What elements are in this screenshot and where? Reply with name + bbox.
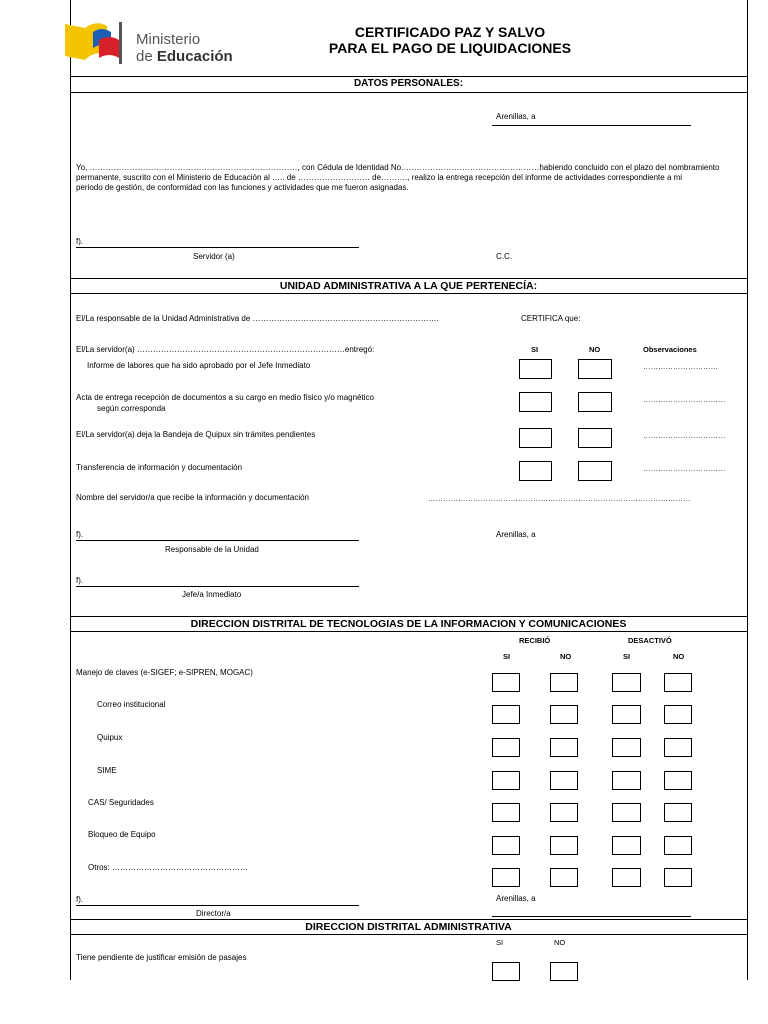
flag-emblem-icon [63, 18, 133, 68]
tics-item-label: SIME [97, 766, 117, 775]
place-date-label: Arenillas, a [496, 894, 536, 903]
frame-left-border [70, 0, 71, 980]
desactivo-no-header: NO [673, 652, 685, 661]
divider [70, 631, 748, 632]
unidad-item-no-checkbox[interactable] [578, 392, 612, 412]
section-heading-datos-personales: DATOS PERSONALES: [353, 78, 464, 89]
jefe-inmediato-label: Jefe/a Inmediato [182, 590, 242, 599]
signature-line [76, 905, 359, 906]
signature-f-label: f). [76, 576, 84, 585]
divider [70, 616, 748, 617]
admin-si-checkbox[interactable] [492, 962, 520, 981]
admin-si-header: SI [496, 938, 504, 947]
statement-line3: periodo de gestión, de conformidad con las funciones y actividades que me fueron asignadas. [76, 183, 409, 192]
unidad-item-label: Acta de entrega recepción de documentos a su cargo en medio físico y/o magnético [76, 393, 374, 402]
admin-no-header: NO [554, 938, 566, 947]
tics-desactivo-si-checkbox[interactable] [612, 705, 641, 724]
tics-desactivo-no-checkbox[interactable] [664, 771, 692, 790]
divider [70, 919, 748, 920]
nombre-recibe-field[interactable]: …………………………………………………………………………………………… [428, 494, 691, 503]
unidad-item-label: Transferencia de información y documentación [76, 463, 243, 472]
tics-item-label[interactable]: Otros: …………………………………………… [88, 863, 249, 872]
tics-recibio-no-checkbox[interactable] [550, 738, 578, 757]
signature-line [76, 540, 359, 541]
signature-line [76, 586, 359, 587]
unidad-item-no-checkbox[interactable] [578, 359, 612, 379]
responsable-text: El/La responsable de la Unidad Administrativa de ……………………………………………………………. [76, 314, 439, 323]
tics-desactivo-si-checkbox[interactable] [612, 771, 641, 790]
col-observaciones-header: Observaciones [643, 345, 697, 354]
frame-right-border [747, 0, 748, 980]
tics-recibio-no-checkbox[interactable] [550, 803, 578, 822]
unidad-item-observacion[interactable]: …………………………… [643, 464, 726, 473]
document-title-line2: PARA EL PAGO DE LIQUIDACIONES [328, 40, 572, 56]
section-heading-tics: DIRECCION DISTRITAL DE TECNOLOGIAS DE LA INFORMACION Y COMUNICACIONES [190, 618, 627, 630]
divider [70, 278, 748, 279]
tics-desactivo-si-checkbox[interactable] [612, 803, 641, 822]
tics-recibio-si-checkbox[interactable] [492, 836, 520, 855]
logo-line2-prefix: de [136, 48, 157, 65]
tics-desactivo-no-checkbox[interactable] [664, 673, 692, 692]
tics-desactivo-si-checkbox[interactable] [612, 868, 641, 887]
tics-item-label: Quipux [97, 733, 123, 742]
tics-recibio-no-checkbox[interactable] [550, 771, 578, 790]
admin-item-label: Tiene pendiente de justificar emisión de pasajes [76, 953, 247, 962]
tics-desactivo-no-checkbox[interactable] [664, 705, 692, 724]
tics-recibio-si-checkbox[interactable] [492, 803, 520, 822]
unidad-item-label: Informe de labores que ha sido aprobado por el Jefe Inmediato [87, 361, 311, 370]
tics-recibio-si-checkbox[interactable] [492, 673, 520, 692]
tics-recibio-no-checkbox[interactable] [550, 836, 578, 855]
nombre-recibe-label: Nombre del servidor/a que recibe la información y documentación [76, 493, 310, 502]
unidad-item-observacion[interactable]: …………………………… [643, 395, 726, 404]
cc-label: C.C. [496, 252, 512, 261]
place-date-line [492, 125, 691, 126]
tics-desactivo-no-checkbox[interactable] [664, 868, 692, 887]
tics-item-label: Correo institucional [97, 700, 166, 709]
desactivo-si-header: SI [623, 652, 631, 661]
signature-f-label: f). [76, 895, 84, 904]
tics-recibio-si-checkbox[interactable] [492, 868, 520, 887]
divider [70, 293, 748, 294]
certifica-label: CERTIFICA que: [521, 314, 581, 323]
director-label: Director/a [196, 909, 231, 918]
desactivo-header: DESACTIVÓ [628, 636, 672, 645]
admin-no-checkbox[interactable] [550, 962, 578, 981]
tics-recibio-si-checkbox[interactable] [492, 738, 520, 757]
col-si-header: SI [531, 345, 539, 354]
unidad-item-si-checkbox[interactable] [519, 461, 552, 481]
divider [70, 934, 748, 935]
place-date-label: Arenillas, a [496, 530, 536, 539]
tics-desactivo-no-checkbox[interactable] [664, 836, 692, 855]
tics-recibio-si-checkbox[interactable] [492, 771, 520, 790]
unidad-item-label: El/La servidor(a) deja la Bandeja de Quipux sin trámites pendientes [76, 430, 316, 439]
signature-line [76, 247, 359, 248]
statement-line1: Yo, ……………………………………………………………………, con Cédula de Identidad No.……………………………………………habiendo concluido con el plazo del nombramiento [76, 163, 720, 172]
tics-desactivo-no-checkbox[interactable] [664, 803, 692, 822]
unidad-item-si-checkbox[interactable] [519, 392, 552, 412]
ministerio-logo [63, 18, 243, 68]
logo-line2 [136, 48, 233, 65]
unidad-item-si-checkbox[interactable] [519, 359, 552, 379]
unidad-item-no-checkbox[interactable] [578, 461, 612, 481]
unidad-item-si-checkbox[interactable] [519, 428, 552, 448]
tics-recibio-no-checkbox[interactable] [550, 673, 578, 692]
recibio-header: RECIBIÓ [519, 636, 551, 645]
place-date-label: Arenillas, a [496, 112, 536, 121]
place-date-line [492, 916, 691, 917]
tics-recibio-si-checkbox[interactable] [492, 705, 520, 724]
tics-desactivo-si-checkbox[interactable] [612, 673, 641, 692]
responsable-unidad-label: Responsable de la Unidad [165, 545, 259, 554]
tics-desactivo-si-checkbox[interactable] [612, 836, 641, 855]
tics-desactivo-si-checkbox[interactable] [612, 738, 641, 757]
statement-line2: permanente, suscrito con el Ministerio de Educación al ….. de ……………………… de………., realizo la entrega recepción del informe de actividades correspondiente a mi [76, 173, 683, 182]
document-title-line1: CERTIFICADO PAZ Y SALVO [354, 24, 546, 40]
tics-desactivo-no-checkbox[interactable] [664, 738, 692, 757]
recibio-no-header: NO [560, 652, 572, 661]
tics-recibio-no-checkbox[interactable] [550, 705, 578, 724]
tics-item-label: CAS/ Seguridades [88, 798, 154, 807]
tics-item-label: Bloqueo de Equipo [88, 830, 156, 839]
tics-recibio-no-checkbox[interactable] [550, 868, 578, 887]
divider [70, 92, 748, 93]
unidad-item-label-cont: según corresponda [97, 404, 166, 413]
logo-line2-bold: Educación [156, 48, 233, 65]
recibio-si-header: SI [503, 652, 511, 661]
signature-f-label: f). [76, 530, 84, 539]
servidor-entrego-text: El/La servidor(a) ……………………………………………………………………entregó: [76, 345, 375, 354]
servidor-label: Servidor (a) [193, 252, 235, 261]
logo-line1: Ministerio [136, 31, 201, 48]
unidad-item-observacion[interactable]: …………………………… [643, 431, 726, 440]
section-heading-unidad: UNIDAD ADMINISTRATIVA A LA QUE PERTENECÍA: [279, 280, 538, 292]
col-no-header: NO [589, 345, 601, 354]
unidad-item-observacion[interactable]: ………………………… [643, 362, 718, 371]
unidad-item-no-checkbox[interactable] [578, 428, 612, 448]
tics-item-label: Manejo de claves (e-SIGEF; e-SIPREN, MOGAC) [76, 668, 253, 677]
divider [70, 76, 748, 77]
section-heading-administrativa: DIRECCION DISTRITAL ADMINISTRATIVA [305, 921, 512, 933]
signature-f-label: f). [76, 237, 84, 246]
